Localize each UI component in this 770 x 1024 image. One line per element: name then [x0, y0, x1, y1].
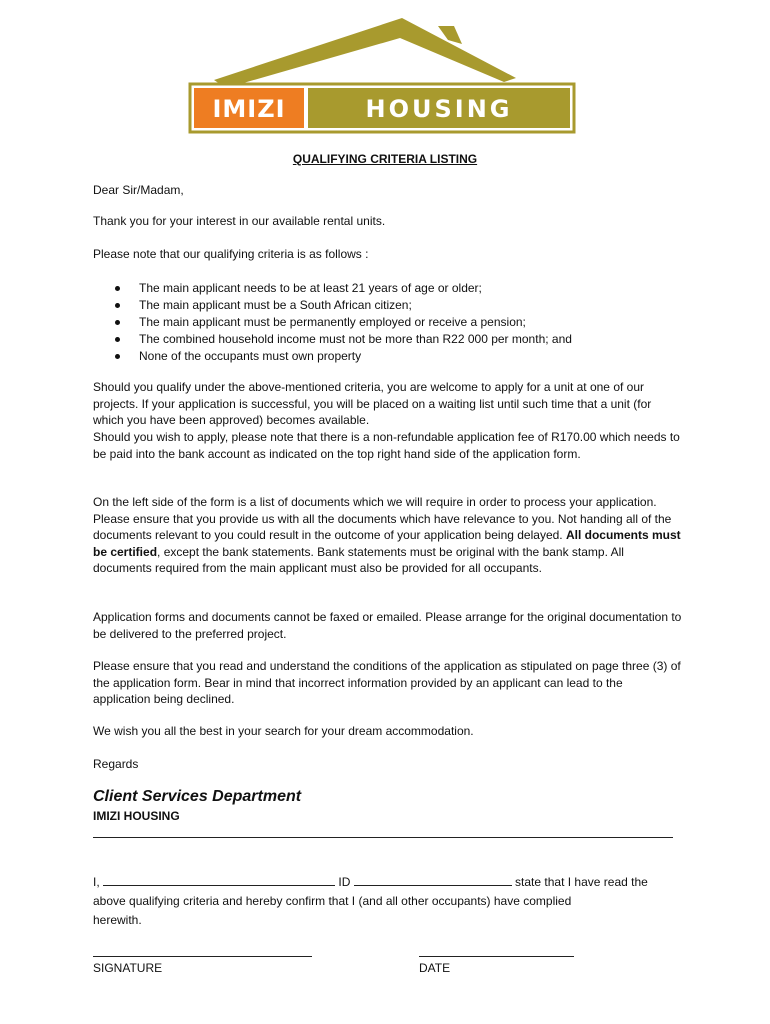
date-label: DATE — [419, 961, 451, 975]
certified-emphasis: All documents must be certified — [93, 528, 681, 559]
criteria-intro: Please note that our qualifying criteria is as follows : — [93, 247, 369, 261]
logo-right-word: HOUSING — [365, 95, 513, 123]
id-number-input[interactable] — [354, 875, 512, 886]
company-name: IMIZI HOUSING — [93, 809, 180, 823]
declaration: I, ID state that I have read the above qualifying criteria and hereby confirm that I (and all other occupants) have complied herewith. — [93, 875, 648, 927]
list-item: None of the occupants must own property — [93, 348, 683, 365]
paragraph-wishes: We wish you all the best in your search for your dream accommodation. — [93, 724, 474, 738]
paragraph-delivery: Application forms and documents cannot be faxed or emailed. Please arrange for the original documentation to be delivered to the preferred project. — [93, 610, 682, 641]
list-item: The combined household income must not be more than R22 000 per month; and — [93, 331, 683, 348]
bullet-icon — [115, 337, 120, 342]
roof-shape — [214, 18, 516, 88]
bullet-icon — [115, 303, 120, 308]
imizi-housing-logo — [186, 16, 578, 136]
date-input[interactable] — [419, 956, 574, 957]
paragraph-conditions: Please ensure that you read and understand the conditions of the application as stipulated on page three (3) of the application form. Bear in mind that incorrect information provided by an applicant can lead to the application being declined. — [93, 659, 681, 707]
department-name: Client Services Department — [93, 788, 302, 805]
list-item: The main applicant must be permanently employed or receive a pension; — [93, 314, 683, 331]
paragraph-qualify: Should you qualify under the above-mentioned criteria, you are welcome to apply for a unit at one of our projects. If your application is successful, you will be placed on a waiting list until such time that a unit (for which you have been approved) becomes available. — [93, 380, 652, 428]
signature-label: SIGNATURE — [93, 961, 163, 975]
logo-left-word: IMIZI — [212, 95, 286, 123]
criteria-list — [93, 280, 683, 365]
name-input[interactable] — [103, 875, 335, 886]
greeting: Dear Sir/Madam, — [93, 183, 184, 197]
separator-line — [93, 837, 673, 838]
list-item: The main applicant needs to be at least 21 years of age or older; — [93, 280, 683, 297]
bullet-icon — [115, 320, 120, 325]
signature-input[interactable] — [93, 956, 312, 957]
document-title: QUALIFYING CRITERIA LISTING — [292, 152, 478, 166]
paragraph-documents: On the left side of the form is a list of documents which we will require in order to process your application. Please ensure that you provide us with all the documents which have relevance to you. Not handing all of the documents relevant to you could result in the outcome of your application being delayed. All documents must be certified, except the bank statements. Bank statements must be original with the bank stamp. All documents required from the main applicant must also be provided for all occupants. — [93, 495, 681, 576]
regards-text: Regards — [93, 757, 139, 771]
bullet-icon — [115, 286, 120, 291]
list-item: The main applicant must be a South African citizen; — [93, 297, 683, 314]
paragraph-fee: Should you wish to apply, please note that there is a non-refundable application fee of R170.00 which needs to be paid into the bank account as indicated on the top right hand side of the application form. — [93, 430, 680, 461]
bullet-icon — [115, 354, 120, 359]
thanks-text: Thank you for your interest in our available rental units. — [93, 214, 386, 228]
